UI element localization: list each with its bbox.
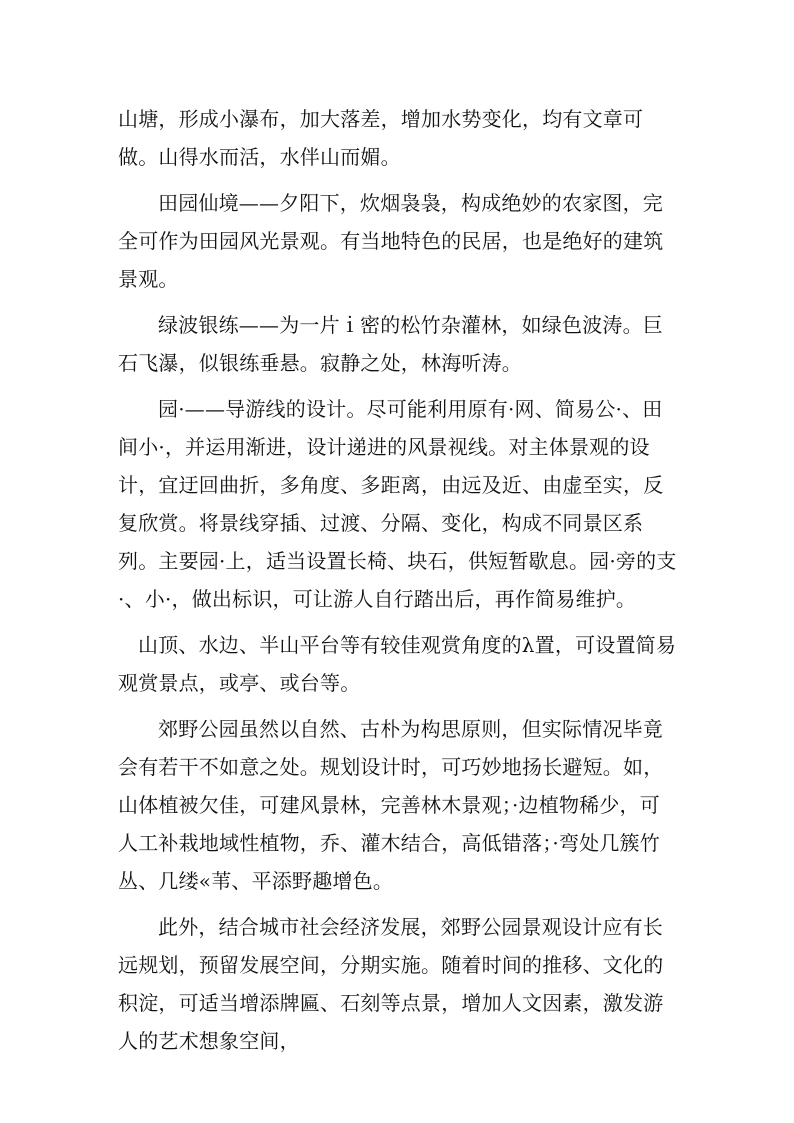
paragraph-1: 山塘，形成小瀑布，加大落差，增加水势变化，均有文章可做。山得水而活，水伴山而媚。 (118, 107, 644, 169)
paragraph-3: 绿波银练——为一片ｉ密的松竹杂灌林，如绿色波涛。巨石飞瀑，似银练垂悬。寂静之处，林海听涛。 (118, 313, 663, 375)
paragraph-6: 郊野公园虽然以自然、古朴为构思原则，但实际情况毕竟会有若干不如意之处。规划设计时，可巧妙地扬长避短。如，山体植被欠佳，可建风景林，完善林木景观；·边植物稀少，可人工补栽地域性植物，乔、灌木结合，高低错落；·弯处几簇竹丛、几缕«苇、平添野趣增色。 (118, 717, 664, 893)
paragraph-7: 此外，结合城市社会经济发展，郊野公园景观设计应有长远规划，预留发展空间，分期实施。随着时间的推移、文化的积淀，可适当增添牌匾、石刻等点景，增加人文因素，激发游人的艺术想象空间， (118, 915, 664, 1053)
paragraph-5: 山顶、水边、半山平台等有较佳观赏角度的λ置，可设置简易观赏景点，或亭、或台等。 (118, 633, 677, 695)
paragraph-2: 田园仙境——夕阳下，炊烟袅袅，构成绝妙的农家图，完全可作为田园风光景观。有当地特色的民居，也是绝好的建筑景观。 (118, 191, 664, 291)
body-text (118, 100, 678, 1068)
paragraph-4: 园·——导游线的设计。尽可能利用原有·网、简易公·、田间小·，并运用渐进，设计递进的风景视线。对主体景观的设计，宜迂回曲折，多角度、多距离，由远及近、由虚至实，反复欣赏。将景线穿插、过渡、分隔、变化，构成不同景区系列。主要园·上，适当设置长椅、块石，供短暂歇息。园·旁的支·、小·，做出标识，可让游人自行踏出后，再作简易维护。 (118, 397, 677, 611)
